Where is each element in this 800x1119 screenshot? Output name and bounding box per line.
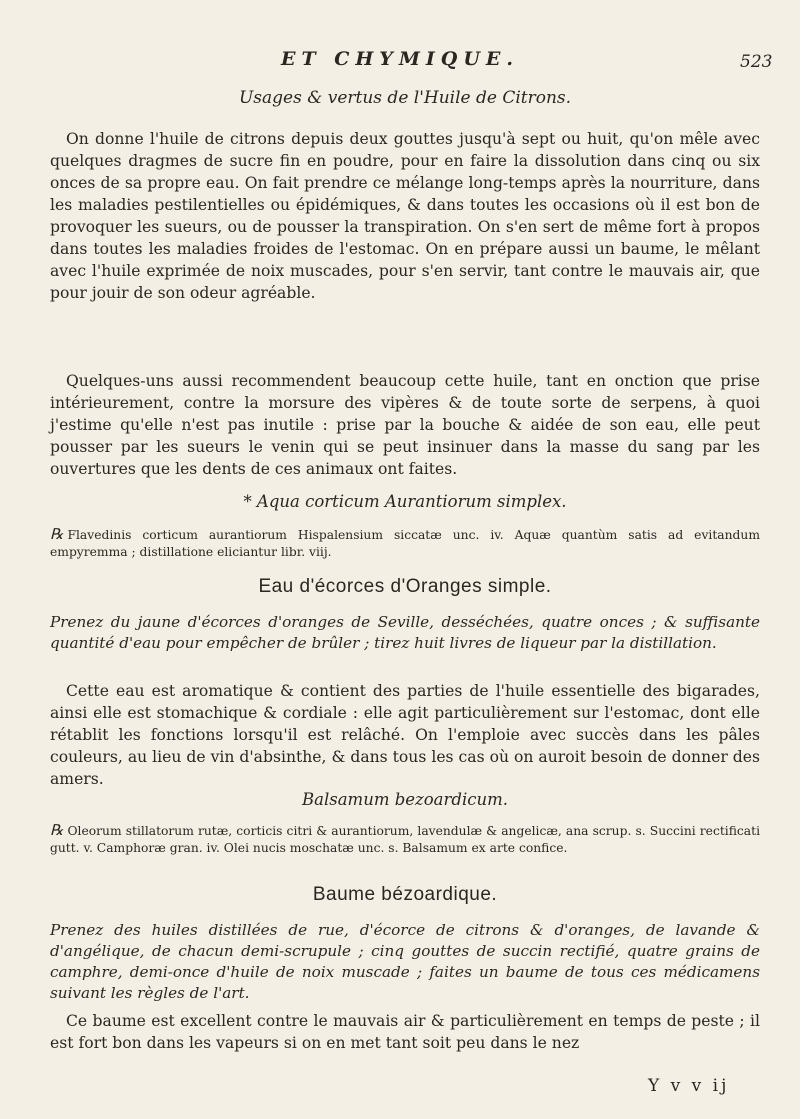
body-paragraph-2 xyxy=(50,370,760,480)
paragraph: Quelques-uns aussi recommendent beaucoup cette huile, tant en onction que prise intérieurement, contre la morsure des vipères & de toute sorte de serpens, à quoi j'estime qu'elle n'est pas inutile : prise par la bouche & aidée de son eau, elle peut pousser par les sueurs le venin qui se peut insinuer dans la masse du sang par les ouvertures que les dents de ces animaux ont faites. xyxy=(50,372,760,478)
recipe-1-instructions: Prenez du jaune d'écorces d'oranges de Seville, desséchées, quatre onces ; & suffisante quantité d'eau pour empêcher de brûler ; tirez huit livres de liqueur par la distillation. xyxy=(50,613,760,652)
recipe-1-french-title-block xyxy=(50,576,760,598)
signature-mark: Y v v ij xyxy=(648,1076,730,1096)
page-number: 523 xyxy=(740,52,773,72)
recipe-2-latin-title: Balsamum bezoardicum. xyxy=(302,790,508,809)
recipe-2-instructions-block xyxy=(50,920,760,1004)
running-head: ET CHYMIQUE. xyxy=(280,48,519,70)
recipe-2-commentary: Ce baume est excellent contre le mauvais air & particulièrement en temps de peste ; il est fort bon dans les vapeurs si on en met tant soit peu dans le nez xyxy=(50,1012,760,1052)
recipe-1-latin-title: * Aqua corticum Aurantiorum simplex. xyxy=(243,492,567,511)
recipe-2-latin-block xyxy=(50,822,760,857)
recipe-2-french-title-block xyxy=(50,884,760,906)
recipe-1-latin-text xyxy=(50,526,760,561)
body-paragraph-1 xyxy=(50,128,760,304)
paragraph: On donne l'huile de citrons depuis deux gouttes jusqu'à sept ou huit, qu'on mêle avec quelques dragmes de sucre fin en poudre, pour en faire la dissolution dans cinq ou six onces de sa propre eau. On fait prendre ce mélange long-temps après la nourriture, dans les maladies pestilentielles ou épidémiques, & dans toutes les occasions où il est bon de provoquer les sueurs, ou de pousser la transpiration. On s'en sert de même fort à propos dans toutes les maladies froides de l'estomac. On en prépare aussi un baume, le mêlant avec l'huile exprimée de noix muscades, pour s'en servir, tant contre le mauvais air, que pour jouir de son odeur agréable. xyxy=(50,130,760,302)
recipe-sign-icon: ℞ xyxy=(50,821,64,839)
recipe-sign-icon: ℞ xyxy=(50,525,64,543)
recipe-2-title-block xyxy=(50,790,760,809)
recipe-1-french-title: Eau d'écorces d'Oranges simple. xyxy=(258,576,552,597)
section-title: Usages & vertus de l'Huile de Citrons. xyxy=(238,88,572,108)
recipe-2-french-title: Baume bézoardique. xyxy=(312,884,498,905)
recipe-1-title-block xyxy=(50,492,760,511)
recipe-1-latin-block xyxy=(50,526,760,561)
recipe-2-instructions: Prenez des huiles distillées de rue, d'écorce de citrons & d'oranges, de lavande & d'angélique, de chacun demi-scrupule ; cinq gouttes de succin rectifié, quatre grains de camphre, demi-once d'huile de noix muscade ; faites un baume de tous ces médicamens suivant les règles de l'art. xyxy=(50,921,760,1002)
recipe-2-latin-text xyxy=(50,822,760,857)
section-title-block xyxy=(50,88,760,108)
recipe-1-commentary: Cette eau est aromatique & contient des parties de l'huile essentielle des bigarades, ainsi elle est stomachique & cordiale : elle agit particulièrement sur l'estomac, dont elle rétablit les fonctions lorsqu'il est relâché. On l'emploie avec succès dans les pâles couleurs, au lieu de vin d'absinthe, & dans tous les cas où on auroit besoin de donner des amers. xyxy=(50,682,760,788)
recipe-2-latin: Oleorum stillatorum rutæ, corticis citri & aurantiorum, lavendulæ & angelicæ, ana scrup. s. Succini rectificati gutt. v. Camphoræ gran. iv. Olei nucis moschatæ unc. s. Balsamum ex arte confice. xyxy=(50,824,760,855)
recipe-1-commentary-block xyxy=(50,680,760,790)
recipe-1-latin: Flavedinis corticum aurantiorum Hispalensium siccatæ unc. iv. Aquæ quantùm satis ad evitandum empyremma ; distillatione eliciantur libr. viij. xyxy=(50,528,760,559)
recipe-2-commentary-block xyxy=(50,1010,760,1054)
recipe-1-instructions-block xyxy=(50,612,760,654)
